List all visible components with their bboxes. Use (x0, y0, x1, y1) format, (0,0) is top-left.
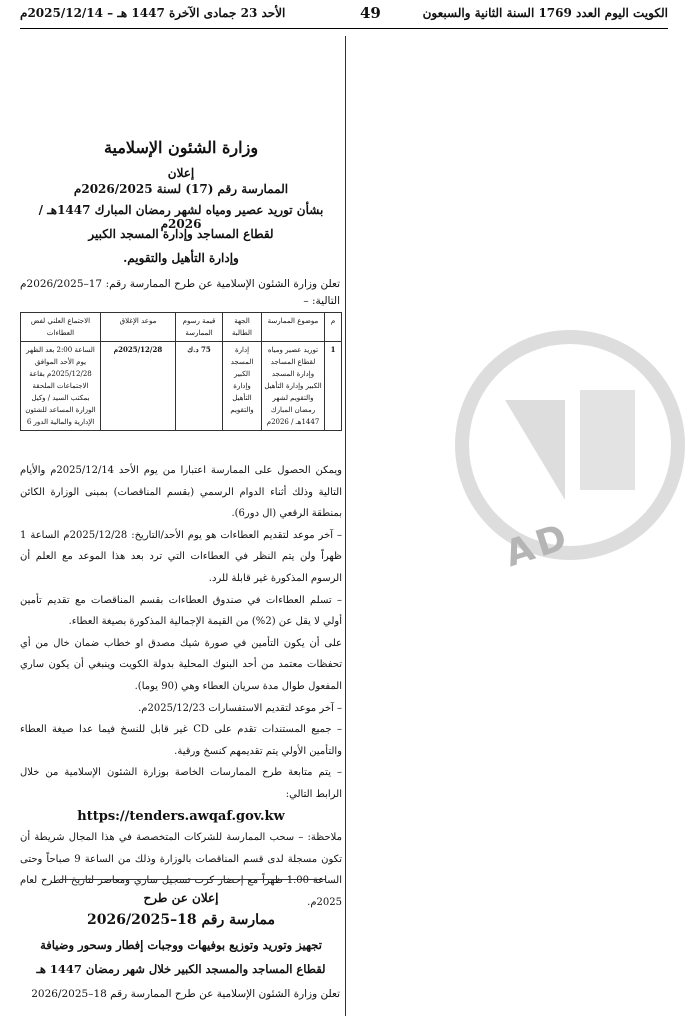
table-cell: 75 د.ك (176, 342, 223, 431)
announcement2-practice: ممارسة رقم 18–2026/2025 (87, 912, 275, 928)
announcement2-subject-2: لقطاع المساجد والمسجد الكبير خلال شهر رمضان 1447 هـ (36, 962, 326, 976)
body-paragraph: – يتم متابعة طرح الممارسات الخاصة بوزارة الشئون الإسلامية من خلال الرابط التالي: (20, 767, 342, 800)
table-cell: توريد عصير ومياه لقطاع المساجد وإدارة المسجد الكبير وإدارة التأهيل والتقويم لشهر رمضان المبارك 1447هـ / 2026م (262, 342, 325, 431)
table-cell: 2025/12/28م (101, 342, 176, 431)
table-header: الجهة الطالبة (223, 313, 262, 342)
table-header: قيمة رسوم الممارسة (176, 313, 223, 342)
table-cell: 1 (325, 342, 342, 431)
table-header-row (21, 313, 342, 342)
announcement2-intro: تعلن وزارة الشئون الإسلامية عن طرح الممارسة رقم 18–2026/2025 (31, 988, 340, 1000)
announcement-body (20, 460, 342, 913)
table-header: م (325, 313, 342, 342)
header-issue-info: الكويت اليوم العدد 1769 السنة الثانية والسبعون (422, 6, 668, 20)
table-cell: الساعة 2:00 بعد الظهر يوم الأحد الموافق 2025/12/28م بقاعة الاجتماعات الملحقة بمكتب السيد / وكيل الوزارة المساعد للشئون الإدارية والمالية الدور 6 (21, 342, 101, 431)
page-header (20, 6, 668, 26)
table-header: موضوع الممارسة (262, 313, 325, 342)
table-cell: إدارة المسجد الكبير وإدارة التأهيل والتقويم (223, 342, 262, 431)
announcement2-label: إعلان عن طرح (143, 891, 219, 905)
body-paragraph: على أن يكون التأمين في صورة شيك مصدق او خطاب ضمان خال من أي تحفظات معتمد من أحد البنوك المحلية بدولة الكويت وينبغي أن يكون ساري المفعول طوال مدة سريان العطاء وهي (90 يوما). (20, 637, 342, 692)
subject-line-3: وإدارة التأهيل والتقويم. (123, 251, 239, 265)
subject-line-2: لقطاع المساجد وإدارة المسجد الكبير (88, 227, 274, 241)
intro-text: تعلن وزارة الشئون الإسلامية عن طرح الممارسة رقم: 17–2026/2025م التالية: – (20, 278, 340, 307)
page-number: 49 (360, 4, 381, 22)
table-header: الاجتماع العلني لفض العطاءات (21, 313, 101, 342)
practice-table (20, 312, 342, 431)
watermark-text: AD (500, 515, 576, 576)
table-row (21, 342, 342, 431)
watermark-logo-icon (455, 330, 685, 560)
body-paragraph: – آخر موعد لتقديم العطاءات هو يوم الأحد/التاريخ: 2025/12/28م الساعة 1 ظهراً ولن يتم النظر في العطاءات التي ترد بعد هذا الموعد مع العلم أن الرسوم المذكورة غير قابلة للرد. (20, 529, 343, 584)
announcement2-subject-1: تجهيز وتوريد وتوزيع بوفيهات ووجبات إفطار وسحور وضيافة (40, 938, 322, 952)
body-paragraph: – تسلم العطاءات في صندوق العطاءات بقسم المناقصات مع تقديم تأمين أولي لا يقل عن (2%) من القيمة الإجمالية المذكورة بصيغة العطاء. (20, 594, 342, 628)
body-paragraph: ملاحظة: – سحب الممارسة للشركات المتخصصة في هذا المجال شريطة أن تكون مسجلة لدى قسم المناقصات بالوزارة وذلك من الساعة 9 صباحاً وحتى الساعة 1.00 ظهراً مع إحضار كرت تسجيل ساري ومعاصر لتاريخ الطرح لعام 2025م. (20, 832, 343, 908)
ministry-title: وزارة الشئون الإسلامية (103, 138, 259, 157)
announcement-label: إعلان (167, 166, 195, 180)
announcement-separator (60, 879, 326, 880)
header-date: الأحد 23 جمادى الآخرة 1447 هـ – 2025/12/14م (20, 6, 286, 20)
body-paragraph: ويمكن الحصول على الممارسة اعتبارا من يوم الأحد 2025/12/14م والأيام التالية وذلك أثناء الدوام الرسمي (بقسم المناقصات) بمبنى الوزارة الكائن بمنطقة الرقعي (ال دور6). (20, 465, 343, 520)
tenders-link[interactable]: https://tenders.awqaf.gov.kw (77, 808, 285, 824)
body-paragraph: – آخر موعد لتقديم الاستفسارات 2025/12/23م. (138, 702, 342, 714)
practice-number: الممارسة رقم (17) لسنة 2026/2025م (73, 182, 289, 196)
column-divider (345, 36, 346, 1016)
subject-line-1: بشأن توريد عصير ومياه لشهر رمضان المبارك 1447هـ / 2026م (38, 203, 324, 231)
table-header: موعد الإغلاق (101, 313, 176, 342)
header-rule (20, 28, 668, 29)
body-paragraph: – جميع المستندات تقدم على CD غير قابل للنسخ فيما عدا صيغة العطاء والتأمين الأولي يتم تقديمهم كنسخ ورقية. (20, 724, 342, 757)
